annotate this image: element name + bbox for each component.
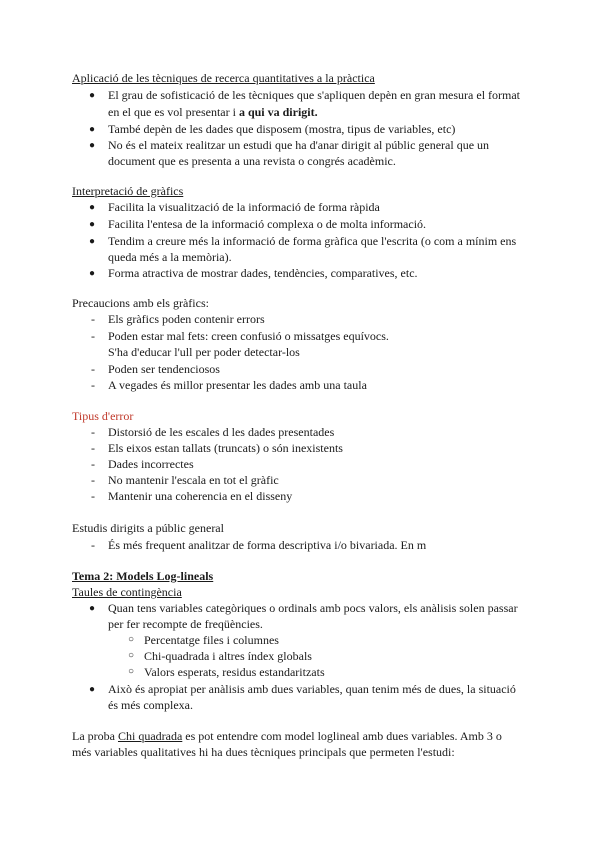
bullet-text: No és el mateix realitzar un estudi que ha d'anar dirigit al públic general que un xyxy=(108,138,490,152)
dash-icon: - xyxy=(91,441,95,455)
bullet-text-cont: és més complexa. xyxy=(108,698,193,712)
bullet-text-cont xyxy=(108,104,318,120)
bold-emphasis: a qui va dirigit. xyxy=(238,105,318,119)
dash-icon: - xyxy=(91,538,95,552)
dash-item-text: Els gràfics poden contenir errors xyxy=(108,312,265,326)
circle-bullet-icon: ○ xyxy=(128,650,135,661)
bullet-icon: ● xyxy=(89,268,96,279)
bullet-icon: ● xyxy=(89,684,96,695)
sub-bullet-text: Valors esperats, residus estandaritzats xyxy=(144,665,325,679)
bullet-icon: ● xyxy=(89,236,96,247)
section-heading-precaucions: Precaucions amb els gràfics: xyxy=(72,296,209,310)
circle-bullet-icon: ○ xyxy=(128,666,135,677)
dash-icon: - xyxy=(91,312,95,326)
dash-icon: - xyxy=(91,425,95,439)
bullet-text: També depèn de les dades que disposem (mostra, tipus de variables, etc) xyxy=(108,122,456,136)
section-heading-interpretacio: Interpretació de gràfics xyxy=(72,184,184,198)
dash-icon: - xyxy=(91,473,95,487)
section-heading-aplicacio: Aplicació de les tècniques de recerca quantitatives a la pràctica xyxy=(72,71,375,85)
dash-item-text: Distorsió de les escales d les dades presentades xyxy=(108,425,335,439)
bullet-text: Això és apropiat per anàlisis amb dues variables, quan tenim més de dues, la situació xyxy=(108,682,516,696)
bullet-text: El grau de sofisticació de les tècniques que s'apliquen depèn en gran mesura el format xyxy=(108,88,521,102)
section-heading-taules: Taules de contingència xyxy=(72,585,182,599)
section-heading-tipus-error: Tipus d'error xyxy=(72,409,134,423)
paragraph-text-part: es pot entendre com model loglineal amb dues variables. Amb 3 o xyxy=(182,729,502,743)
bullet-icon: ● xyxy=(89,124,96,135)
section-heading-estudis: Estudis dirigits a públic general xyxy=(72,521,224,535)
chi-quadrada-link[interactable]: Chi quadrada xyxy=(117,729,183,743)
dash-item-text: Poden ser tendenciosos xyxy=(108,362,220,376)
dash-icon: - xyxy=(91,457,95,471)
paragraph-line: més variables qualitatives hi ha dues tècniques principals que permeten l'estudi: xyxy=(72,745,455,759)
dash-item-text: És més frequent analitzar de forma descriptiva i/o bivariada. En m xyxy=(108,538,427,552)
dash-icon: - xyxy=(91,378,95,392)
bullet-icon: ● xyxy=(89,90,96,101)
circle-bullet-icon: ○ xyxy=(128,634,135,645)
topic-title: Tema 2: Models Log-lineals xyxy=(72,569,214,583)
bullet-text: Tendim a creure més la informació de forma gràfica que l'escrita (o com a mínim ens xyxy=(108,234,517,248)
dash-item-text: Dades incorrectes xyxy=(108,457,194,471)
dash-item-text: Els eixos estan tallats (truncats) o són inexistents xyxy=(108,441,343,455)
bullet-text-part: en el que es vol presentar i xyxy=(108,105,239,119)
dash-icon: - xyxy=(91,489,95,503)
dash-icon: - xyxy=(91,362,95,376)
bullet-text: Facilita la visualització de la informació de forma ràpida xyxy=(108,200,380,214)
paragraph-text-part: La proba xyxy=(72,729,118,743)
dash-item-text: No mantenir l'escala en tot el gràfic xyxy=(108,473,279,487)
bullet-text-cont: queda més a la memòria). xyxy=(108,250,232,264)
dash-icon: - xyxy=(91,329,95,343)
sub-bullet-text: Percentatge files i columnes xyxy=(144,633,279,647)
dash-item-text-cont: S'ha d'educar l'ull per poder detectar-los xyxy=(108,345,300,359)
bullet-text: Forma atractiva de mostrar dades, tendències, comparatives, etc. xyxy=(108,266,418,280)
dash-item-text: Mantenir una coherencia en el disseny xyxy=(108,489,293,503)
bullet-text: Facilita l'entesa de la informació complexa o de molta informació. xyxy=(108,217,427,231)
bullet-text-cont: per fer recompte de freqüències. xyxy=(108,617,263,631)
bullet-text: Quan tens variables categòriques o ordinals amb pocs valors, els anàlisis solen passar xyxy=(108,601,518,615)
dash-item-text: A vegades és millor presentar les dades amb una taula xyxy=(108,378,367,392)
bullet-icon: ● xyxy=(89,219,96,230)
bullet-icon: ● xyxy=(89,603,96,614)
sub-bullet-text: Chi-quadrada i altres índex globals xyxy=(144,649,312,663)
paragraph-line xyxy=(72,728,502,744)
dash-item-text: Poden estar mal fets: creen confusió o missatges equívocs. xyxy=(108,329,389,343)
bullet-text-cont: document que es presenta a una revista o congrés acadèmic. xyxy=(108,154,396,168)
bullet-icon: ● xyxy=(89,140,96,151)
bullet-icon: ● xyxy=(89,202,96,213)
